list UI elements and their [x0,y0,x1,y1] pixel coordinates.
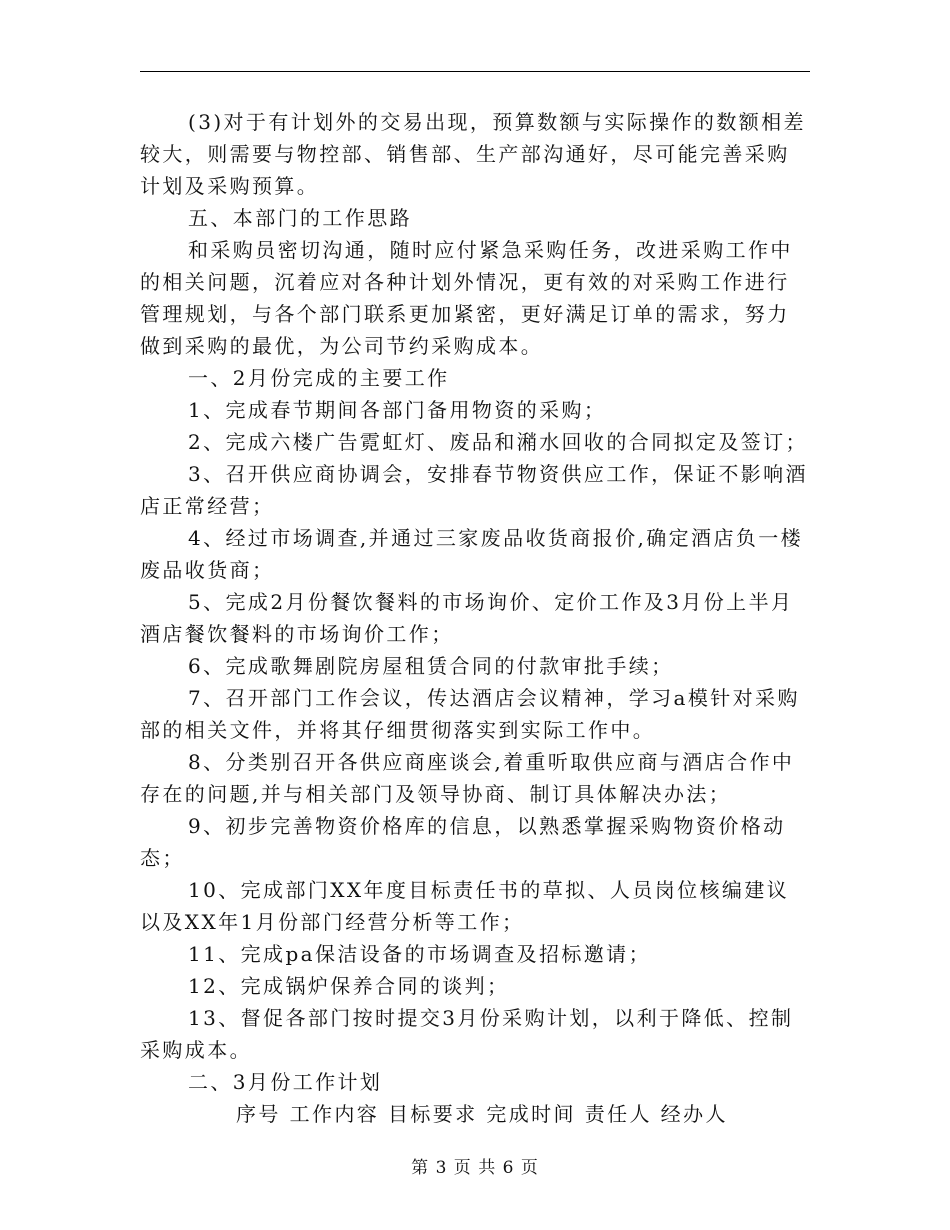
table-header-cell: 工作内容 [289,1102,380,1126]
list-item: 3、召开供应商协调会，安排春节物资供应工作，保证不影响酒店正常经营； [140,462,808,518]
table-header-cell: 完成时间 [486,1102,576,1126]
table-header-row [140,1098,810,1130]
document-body [140,106,810,1130]
paragraph: 和采购员密切沟通，随时应付紧急采购任务，改进采购工作中的相关问题，沉着应对各种计划外情况，更有效的对采购工作进行管理规划，与各个部门联系更加紧密，更好满足订单的需求，努力做到采购的最优，为公司节约采购成本。 [140,238,793,358]
list-item: 8、分类别召开各供应商座谈会,着重听取供应商与酒店合作中存在的问题,并与相关部门及领导协商、制订具体解决办法； [140,750,795,806]
list-item: 13、督促各部门按时提交3月份采购计划，以利于降低、控制采购成本。 [140,1006,794,1062]
table-header-cell: 目标要求 [387,1102,478,1126]
list-item: 11、完成pa保洁设备的市场调查及招标邀请； [188,942,651,966]
page-number: 第 3 页 共 6 页 [411,1158,539,1178]
table-header-cell: 序号 [236,1102,281,1126]
list-item: 2、完成六楼广告霓虹灯、废品和潲水回收的合同拟定及签订； [188,430,808,454]
list-item: 9、初步完善物资价格库的信息，以熟悉掌握采购物资价格动态； [140,814,786,870]
list-item: 5、完成2月份餐饮餐料的市场询价、定价工作及3月份上半月酒店餐饮餐料的市场询价工作； [140,590,794,646]
table-header-cell: 责任人 [584,1102,652,1126]
table-header-cell: 经办人 [660,1102,728,1126]
list-item: 7、召开部门工作会议，传达酒店会议精神，学习a模针对采购部的相关文件，并将其仔细贯彻落实到实际工作中。 [140,686,800,742]
section-heading: 一、2月份完成的主要工作 [188,366,450,390]
header-rule [140,71,810,72]
paragraph: (3)对于有计划外的交易出现，预算数额与实际操作的数额相差较大，则需要与物控部、销售部、生产部沟通好，尽可能完善采购计划及采购预算。 [140,110,806,198]
list-item: 1、完成春节期间各部门备用物资的采购； [188,398,607,422]
list-item: 12、完成锅炉保养合同的谈判； [188,974,510,998]
list-item: 6、完成歌舞剧院房屋租赁合同的付款审批手续； [188,654,674,678]
section-heading: 五、本部门的工作思路 [188,206,412,230]
list-item: 4、经过市场调查,并通过三家废品收货商报价,确定酒店负一楼废品收货商； [140,526,804,582]
list-item: 10、完成部门XX年度目标责任书的草拟、人员岗位核编建议以及XX年1月份部门经营分析等工作； [140,878,790,934]
section-heading: 二、3月份工作计划 [188,1070,383,1094]
